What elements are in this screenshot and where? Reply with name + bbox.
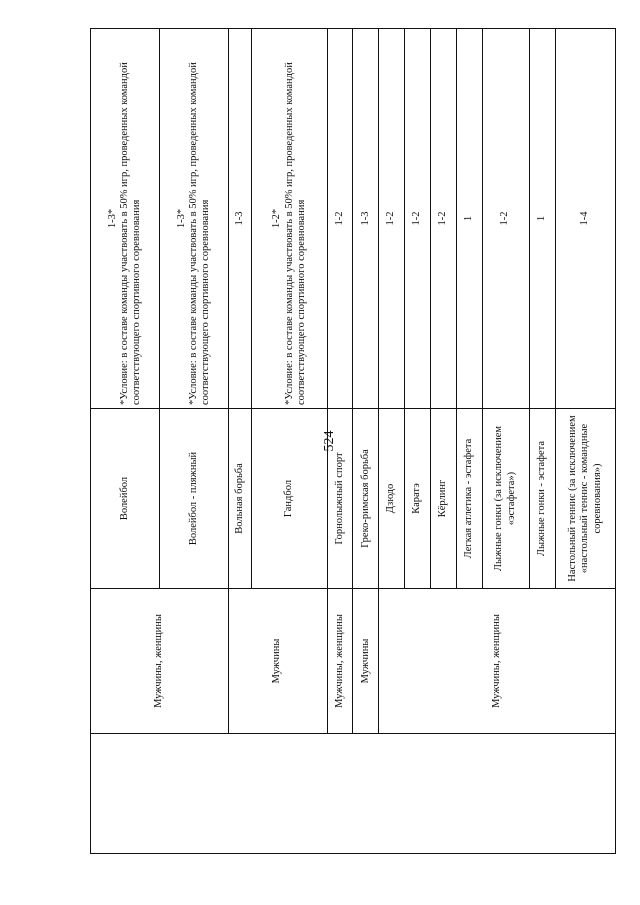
table-row — [327, 29, 353, 854]
value-text: 1-2* — [271, 208, 283, 229]
empty-first-column-cell — [91, 734, 616, 854]
sport-cell: Греко-римская борьба — [353, 409, 379, 589]
value-cell — [91, 29, 160, 409]
value-text: 1-3* — [106, 208, 118, 229]
table-row — [353, 29, 379, 854]
sports-table — [90, 28, 616, 854]
condition-text: *Условие: в составе команды участвовать в 50% игр, проведенных командой соответствующего спортивного соревнования — [119, 62, 143, 405]
sport-cell: Волейбол — [91, 409, 160, 589]
value-cell: 1-3 — [353, 29, 379, 409]
sport-cell: Вольная борьба — [228, 409, 252, 589]
group-cell: Мужчины, женщины — [91, 589, 229, 734]
table-row — [228, 29, 252, 854]
sport-cell: Каратэ — [405, 409, 431, 589]
value-cell: 1-4 — [555, 29, 615, 409]
value-cell — [159, 29, 228, 409]
sport-cell: Легкая атлетика - эстафета — [456, 409, 482, 589]
sport-cell: Кёрлинг — [430, 409, 456, 589]
sport-cell: Гандбол — [252, 409, 327, 589]
group-cell: Мужчины — [353, 589, 379, 734]
sport-cell: Дзюдо — [379, 409, 405, 589]
sport-cell: Лыжные гонки - эстафета — [529, 409, 555, 589]
condition-text: *Условие: в составе команды участвовать в 50% игр, проведенных командой соответствующего спортивного соревнования — [283, 62, 307, 405]
sport-cell: Волейбол - пляжный — [159, 409, 228, 589]
table-row — [379, 29, 405, 854]
value-cell: 1-3 — [228, 29, 252, 409]
group-cell: Мужчины — [228, 589, 327, 734]
rotated-table-container — [90, 29, 616, 854]
value-cell: 1-2 — [379, 29, 405, 409]
sport-cell: Лыжные гонки (за исключением «эстафета») — [482, 409, 529, 589]
condition-text: *Условие: в составе команды участвовать в 50% игр, проведенных командой соответствующего спортивного соревнования — [187, 62, 211, 405]
table-row — [91, 29, 160, 854]
sport-cell: Горнолыжный спорт — [327, 409, 353, 589]
group-cell: Мужчины, женщины — [327, 589, 353, 734]
value-cell: 1-2 — [430, 29, 456, 409]
value-cell: 1 — [456, 29, 482, 409]
value-cell: 1-2 — [405, 29, 431, 409]
sport-cell: Настольный теннис (за исключением «настольный теннис - командные соревнования») — [555, 409, 615, 589]
value-cell — [252, 29, 327, 409]
group-cell: Мужчины, женщины — [379, 589, 616, 734]
value-text: 1-3* — [175, 208, 187, 229]
value-cell: 1-2 — [327, 29, 353, 409]
value-cell: 1 — [529, 29, 555, 409]
value-cell: 1-2 — [482, 29, 529, 409]
page-number: 524 — [322, 430, 337, 452]
